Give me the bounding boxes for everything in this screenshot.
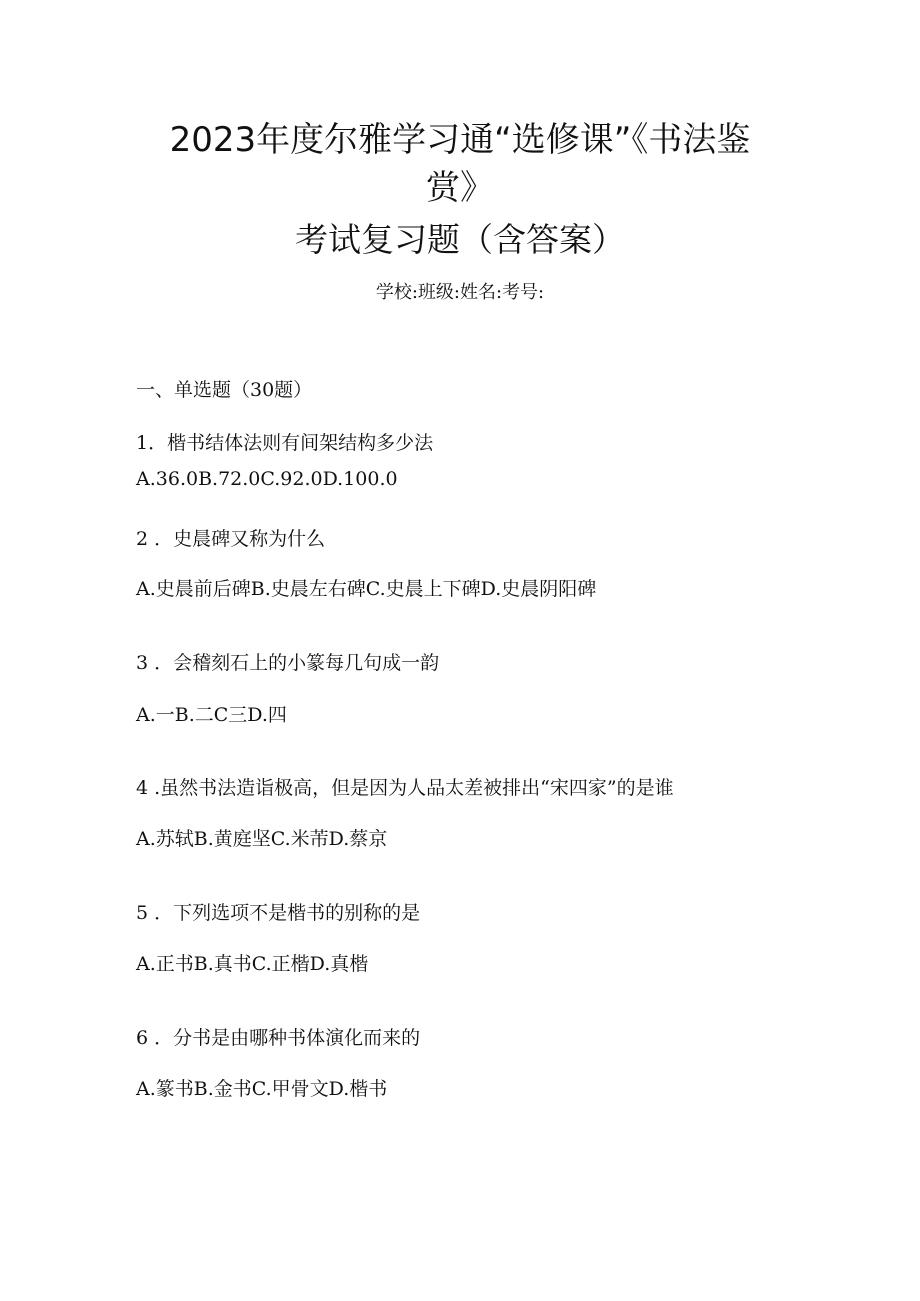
document-title-line-2: 赏》 <box>426 168 494 208</box>
question-stem: 6 ．分书是由哪种书体演化而来的 <box>136 1027 421 1049</box>
question-options: A.正书B.真书C.正楷D.真楷 <box>136 953 369 975</box>
document-subtitle: 考试复习题（含答案） <box>295 220 625 259</box>
section-heading: 一、单选题（30题） <box>136 379 313 401</box>
question-stem: 4 .虽然书法造诣极高，但是因为人品太差被排出“宋四家”的是谁 <box>136 777 674 799</box>
question-options: A.36.0B.72.0C.92.0D.100.0 <box>136 468 398 490</box>
document-title-line-1: 2023年度尔雅学习通“选修课”《书法鉴 <box>169 120 751 160</box>
question-stem: 3 ．会稽刻石上的小篆每几句成一韵 <box>136 652 440 674</box>
question-options: A.史晨前后碑B.史晨左右碑C.史晨上下碑D.史晨阴阳碑 <box>136 578 597 600</box>
question-stem: 2 ．史晨碑又称为什么 <box>136 528 326 550</box>
question-options: A.一B.二C三D.四 <box>136 704 287 726</box>
question-stem: 5 ．下列选项不是楷书的别称的是 <box>136 902 421 924</box>
question-options: A.篆书B.金书C.甲骨文D.楷书 <box>136 1078 388 1100</box>
question-stem: 1．楷书结体法则有间架结构多少法 <box>136 432 434 454</box>
student-info-line: 学校:班级:姓名:考号: <box>375 282 545 303</box>
question-options: A.苏轼B.黄庭坚C.米芾D.蔡京 <box>136 828 388 850</box>
